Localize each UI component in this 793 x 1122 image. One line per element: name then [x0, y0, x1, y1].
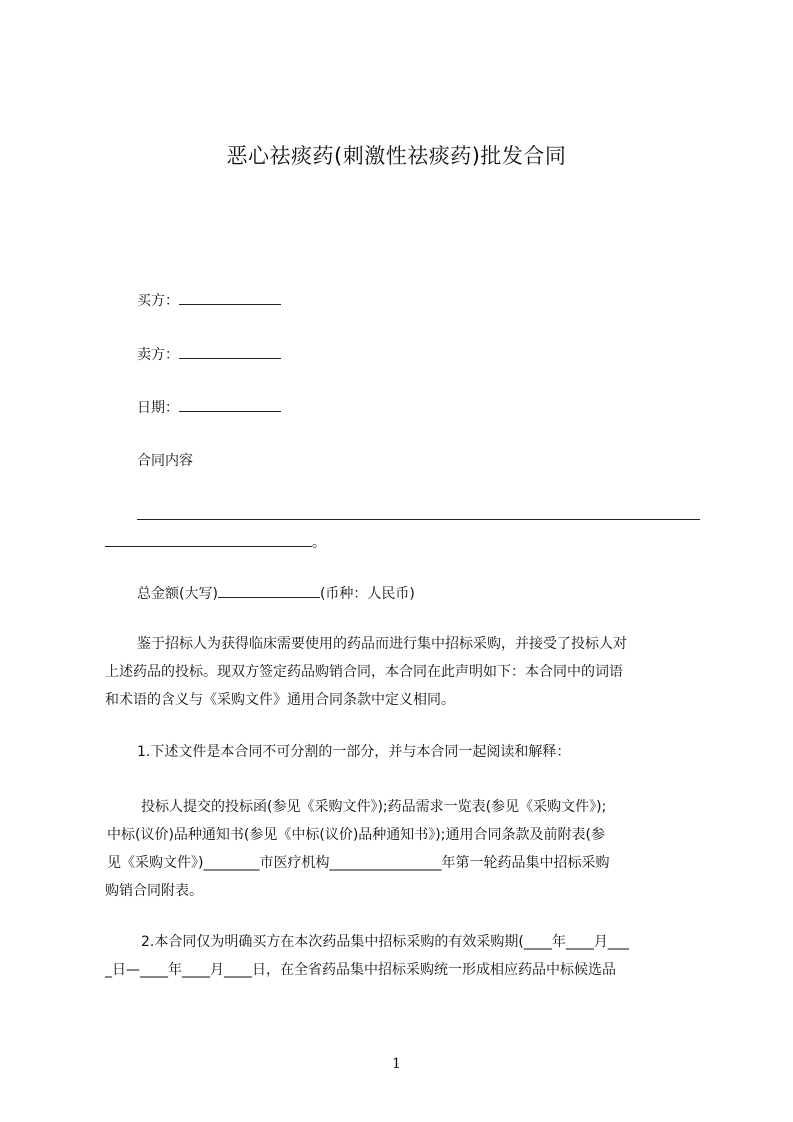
intro-line-1: 鉴于招标人为获得临床需要使用的药品而进行集中招标采购，并接受了投标人对	[137, 636, 627, 652]
clause-1-heading: 1.下述文件是本合同不可分割的一部分，并与本合同一起阅读和解释：	[137, 744, 571, 760]
contents-blank-line-1	[137, 506, 700, 526]
clause-2-line-1: 2.本合同仅为明确买方在本次药品集中招标采购的有效采购期(____年____月___	[141, 934, 629, 950]
clause-1-line-3: 见《采购文件》)________市医疗机构________________年第一轮药品集中招标采购	[107, 855, 610, 871]
total-amount-field	[137, 584, 415, 604]
date-label: 日期：	[137, 400, 179, 416]
contents-blank-1	[137, 506, 700, 520]
contents-blank-2	[105, 533, 312, 547]
seller-field	[137, 345, 281, 365]
clause-1-line-4: 购销合同附表。	[105, 883, 203, 899]
clause-2-line-2: _日—____年____月____日，在全省药品集中招标采购统一形成相应药品中标候选品	[105, 962, 616, 978]
seller-blank	[179, 345, 281, 359]
contents-end: 。	[312, 535, 326, 551]
date-blank	[179, 398, 281, 412]
contents-label: 合同内容	[137, 453, 193, 469]
total-amount-label: 总金额(大写)	[137, 586, 218, 602]
page-number: 1	[392, 1056, 401, 1072]
contents-blank-line-2	[105, 533, 326, 553]
intro-line-2: 上述药品的投标。现双方签定药品购销合同，本合同在此声明如下：本合同中的词语	[105, 664, 623, 680]
clause-1-line-1: 投标人提交的投标函(参见《采购文件》);药品需求一览表(参见《采购文件》);	[141, 799, 607, 815]
intro-line-3: 和术语的含义与《采购文件》通用合同条款中定义相同。	[105, 692, 455, 708]
clause-1-line-2: 中标(议价)品种通知书(参见《中标(议价)品种通知书》);通用合同条款及前附表(参	[107, 827, 605, 843]
date-field	[137, 398, 281, 418]
buyer-field	[137, 291, 281, 311]
total-amount-currency: (币种：人民币)	[319, 586, 415, 602]
total-amount-blank	[218, 584, 320, 598]
contract-title: 恶心祛痰药(刺激性祛痰药)批发合同	[226, 144, 567, 168]
buyer-label: 买方：	[137, 293, 179, 309]
buyer-blank	[179, 291, 281, 305]
seller-label: 卖方：	[137, 347, 179, 363]
